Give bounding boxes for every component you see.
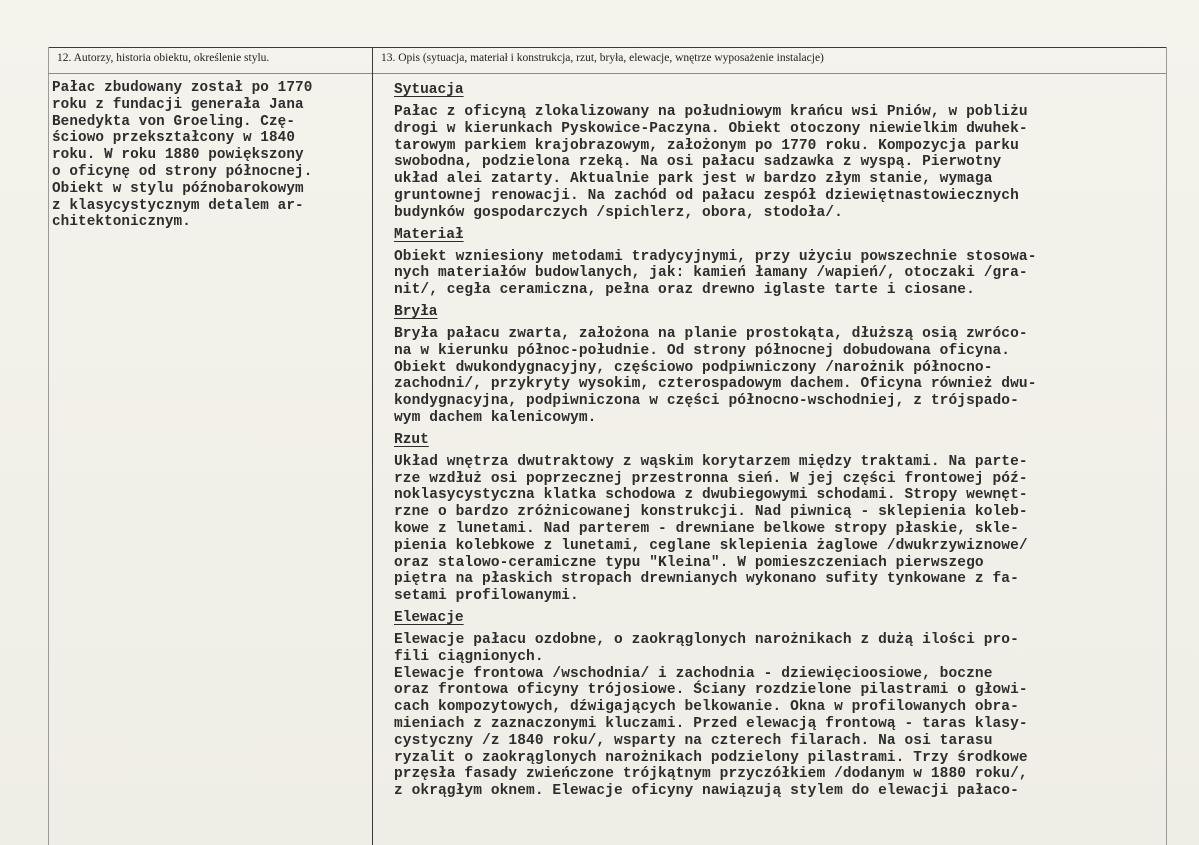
section-material	[394, 225, 1166, 299]
column-divider	[372, 47, 373, 845]
history-line: z klasycystycznym detalem ar-	[52, 197, 304, 214]
history-column	[52, 80, 370, 231]
section-line: Bryła pałacu zwarta, założona na planie prostokąta, dłuższą osią zwróco-	[394, 325, 1028, 342]
left-border	[48, 47, 49, 845]
section-line: rzne o bardzo zróżnicowanej konstrukcji. Nad piwnicą - sklepienia koleb-	[394, 504, 1028, 521]
section-title: Rzut	[394, 431, 429, 448]
section-line: przęsła fasady zwieńczone trójkątnym przyczółkiem /dodanym w 1880 roku/,	[394, 766, 1028, 783]
section-line: ryzalit o zaokrąglonych narożnikach podzielony pilastrami. Trzy środkowe	[394, 749, 1028, 766]
description-column	[394, 80, 1166, 803]
section-line: noklasycystyczna klatka schodowa z dwubiegowymi schodami. Stropy wewnęt-	[394, 487, 1028, 504]
section-elewacje	[394, 608, 1166, 800]
section-line: układ alei zatarty. Aktualnie park jest w bardzo złym stanie, wymaga	[394, 171, 993, 188]
section-title: Materiał	[394, 226, 464, 243]
history-line: Pałac zbudowany został po 1770	[52, 80, 313, 96]
top-rule	[48, 47, 1167, 48]
section-line: nit/, cegła ceramiczna, pełna oraz drewno iglaste tarte i ciosane.	[394, 282, 975, 299]
section-sytuacja	[394, 80, 1166, 222]
section-line: pienia kolebkowe z lunetami, ceglane sklepienia żaglowe /dwukrzywiznowe/	[394, 537, 1028, 554]
section-line: budynków gospodarczych /spichlerz, obora, stodoła/.	[394, 204, 843, 221]
header-rule-right	[373, 73, 1166, 74]
section-line: Elewacje frontowa /wschodnia/ i zachodnia - dziewięcioosiowe, boczne	[394, 665, 993, 682]
section-title: Sytuacja	[394, 82, 464, 98]
section-line: Układ wnętrza dwutraktowy z wąskim korytarzem między traktami. Na parte-	[394, 453, 1028, 470]
section-line: oraz stalowo-ceramiczne typu "Kleina". W pomieszczeniach pierwszego	[394, 554, 984, 571]
section-line: cystyczny /z 1840 roku/, wsparty na czterech filarach. Na osi tarasu	[394, 732, 993, 749]
history-line: Obiekt w stylu późnobarokowym	[52, 180, 304, 197]
section-line: gruntownej renowacji. Na zachód od pałacu zespół dziewiętnastowiecznych	[394, 187, 1019, 204]
section-line: setami profilowanymi.	[394, 588, 579, 605]
section-line: Elewacje pałacu ozdobne, o zaokrąglonych narożnikach z dużą ilości pro-	[394, 631, 1019, 648]
history-line: roku. W roku 1880 powiększony	[52, 147, 304, 164]
section-title: Bryła	[394, 303, 438, 320]
history-line: chitektonicznym.	[52, 214, 191, 231]
history-line: Benedykta von Groeling. Czę-	[52, 113, 296, 130]
history-line: o oficynę od strony północnej.	[52, 163, 313, 180]
header-rule-left	[48, 73, 372, 74]
section-rzut	[394, 430, 1166, 605]
section-line: piętra na płaskich stropach drewnianych wykonano sufity tynkowane z fa-	[394, 571, 1019, 588]
section-line: Pałac z oficyną zlokalizowany na południowym krańcu wsi Pniów, w pobliżu	[394, 104, 1028, 120]
field-12-label: 12. Autorzy, historia obiektu, określenie stylu.	[57, 52, 270, 64]
right-border	[1166, 47, 1167, 845]
section-line: oraz frontowa oficyny trójosiowe. Ściany rozdzielone pilastrami o głowi-	[394, 682, 1028, 699]
section-bryla	[394, 302, 1166, 427]
section-line: wym dachem kalenicowym.	[394, 409, 597, 426]
section-line: Obiekt wzniesiony metodami tradycyjnymi, przy użyciu powszechnie stosowa-	[394, 248, 1037, 265]
section-line: swobodna, podzielona rzeką. Na osi pałacu sadzawka z wyspą. Pierwotny	[394, 154, 1002, 171]
section-line: drogi w kierunkach Pyskowice-Paczyna. Obiekt otoczony niewielkim dwuhek-	[394, 120, 1028, 137]
section-line: na w kierunku północ-południe. Od strony północnej dobudowana oficyna.	[394, 342, 1011, 359]
section-line: tarowym parkiem krajobrazowym, założonym po 1770 roku. Kompozycja parku	[394, 137, 1019, 154]
section-line: fili ciągnionych.	[394, 648, 544, 665]
section-line: nych materiałów budowlanych, jak: kamień łamany /wapień/, otoczaki /gra-	[394, 265, 1028, 282]
section-line: kowe z lunetami. Nad parterem - drewniane belkowe stropy płaskie, skle-	[394, 520, 1019, 537]
section-line: zachodni/, przykryty wysokim, czterospadowym dachem. Oficyna również dwu-	[394, 376, 1037, 393]
section-line: Obiekt dwukondygnacyjny, częściowo podpiwniczony /narożnik północno-	[394, 359, 993, 376]
section-line: rze wzdłuż osi poprzecznej przestronna sień. W jej części frontowej póź-	[394, 470, 1028, 487]
section-title: Elewacje	[394, 609, 464, 626]
field-13-label: 13. Opis (sytuacja, materiał i konstrukcja, rzut, bryła, elewacje, wnętrze wyposażenie instalacje)	[381, 52, 824, 64]
history-line: ściowo przekształcony w 1840	[52, 130, 296, 147]
section-line: cach kompozytowych, dźwigających belkowanie. Okna w profilowanych obra-	[394, 699, 1019, 716]
section-line: kondygnacyjna, podpiwniczona w części północno-wschodniej, z trójspado-	[394, 393, 1019, 410]
history-line: roku z fundacji generała Jana	[52, 96, 304, 113]
section-line: z okrągłym oknem. Elewacje oficyny nawiązują stylem do elewacji pałaco-	[394, 783, 1019, 800]
section-line: mieniach z zaznaczonymi kluczami. Przed elewacją frontową - taras klasy-	[394, 715, 1028, 732]
